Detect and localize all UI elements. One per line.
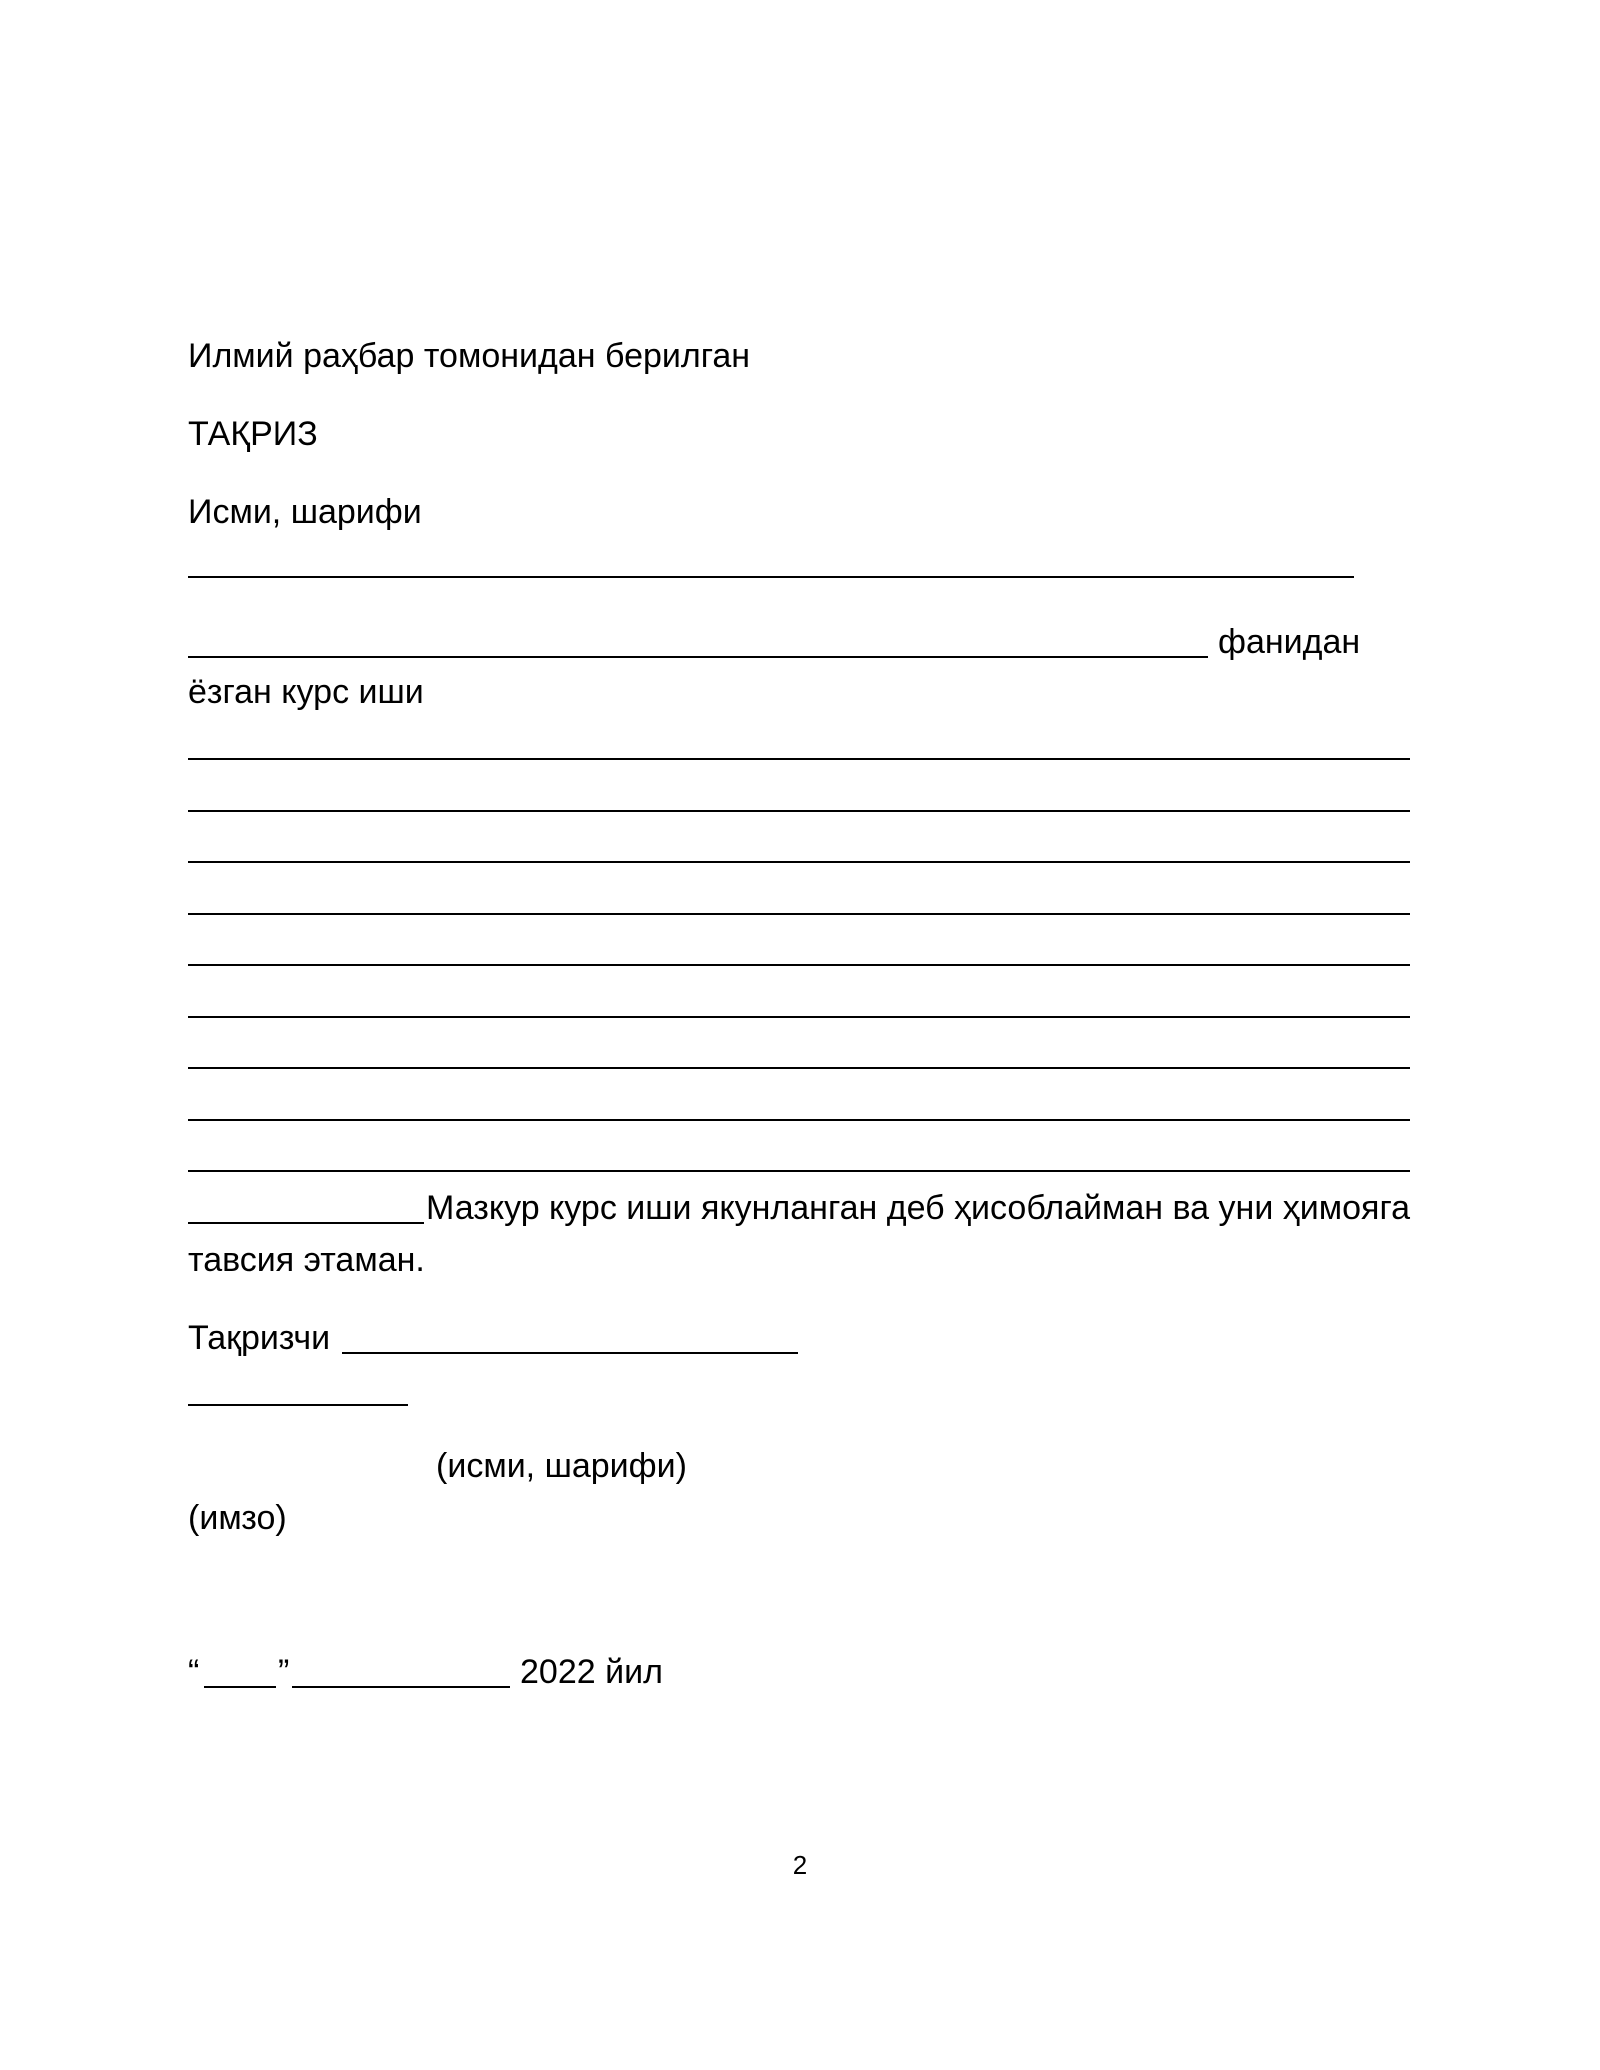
reviewer-name-blank [342, 1352, 798, 1354]
date-close-quote: ” [278, 1653, 290, 1691]
review-blank-line [188, 810, 1410, 812]
subject-blank-line [188, 656, 1208, 658]
date-month-blank [292, 1686, 510, 1688]
review-blank-line [188, 964, 1410, 966]
conclusion-text: Мазкур курс иши якунланган деб ҳисоблайман ва уни ҳимояга [426, 1189, 1411, 1227]
review-source-line: Илмий раҳбар томонидан берилган [188, 337, 751, 375]
course-work-label: ёзган курс иши [188, 673, 424, 711]
conclusion-indent-blank [188, 1222, 424, 1224]
review-blank-line [188, 1170, 1410, 1172]
review-blank-line [188, 1016, 1410, 1018]
page-number: 2 [792, 1850, 808, 1880]
signature-blank [188, 1404, 408, 1406]
review-blank-line [188, 913, 1410, 915]
review-blank-line [188, 758, 1410, 760]
review-blank-line [188, 1119, 1410, 1121]
name-caption: (исми, шарифи) [436, 1447, 687, 1485]
subject-suffix: фанидан [1218, 623, 1361, 661]
signature-caption: (имзо) [188, 1499, 287, 1537]
date-day-blank [204, 1686, 276, 1688]
review-blank-line [188, 861, 1410, 863]
date-year: 2022 йил [520, 1653, 663, 1691]
date-open-quote: “ [188, 1653, 200, 1691]
reviewer-label: Тақризчи [188, 1319, 331, 1357]
conclusion-text-continued: тавсия этаман. [188, 1241, 425, 1279]
document-title: ТАҚРИЗ [188, 415, 318, 453]
name-blank-line [188, 576, 1354, 578]
name-label: Исми, шарифи [188, 493, 422, 531]
review-blank-line [188, 1067, 1410, 1069]
